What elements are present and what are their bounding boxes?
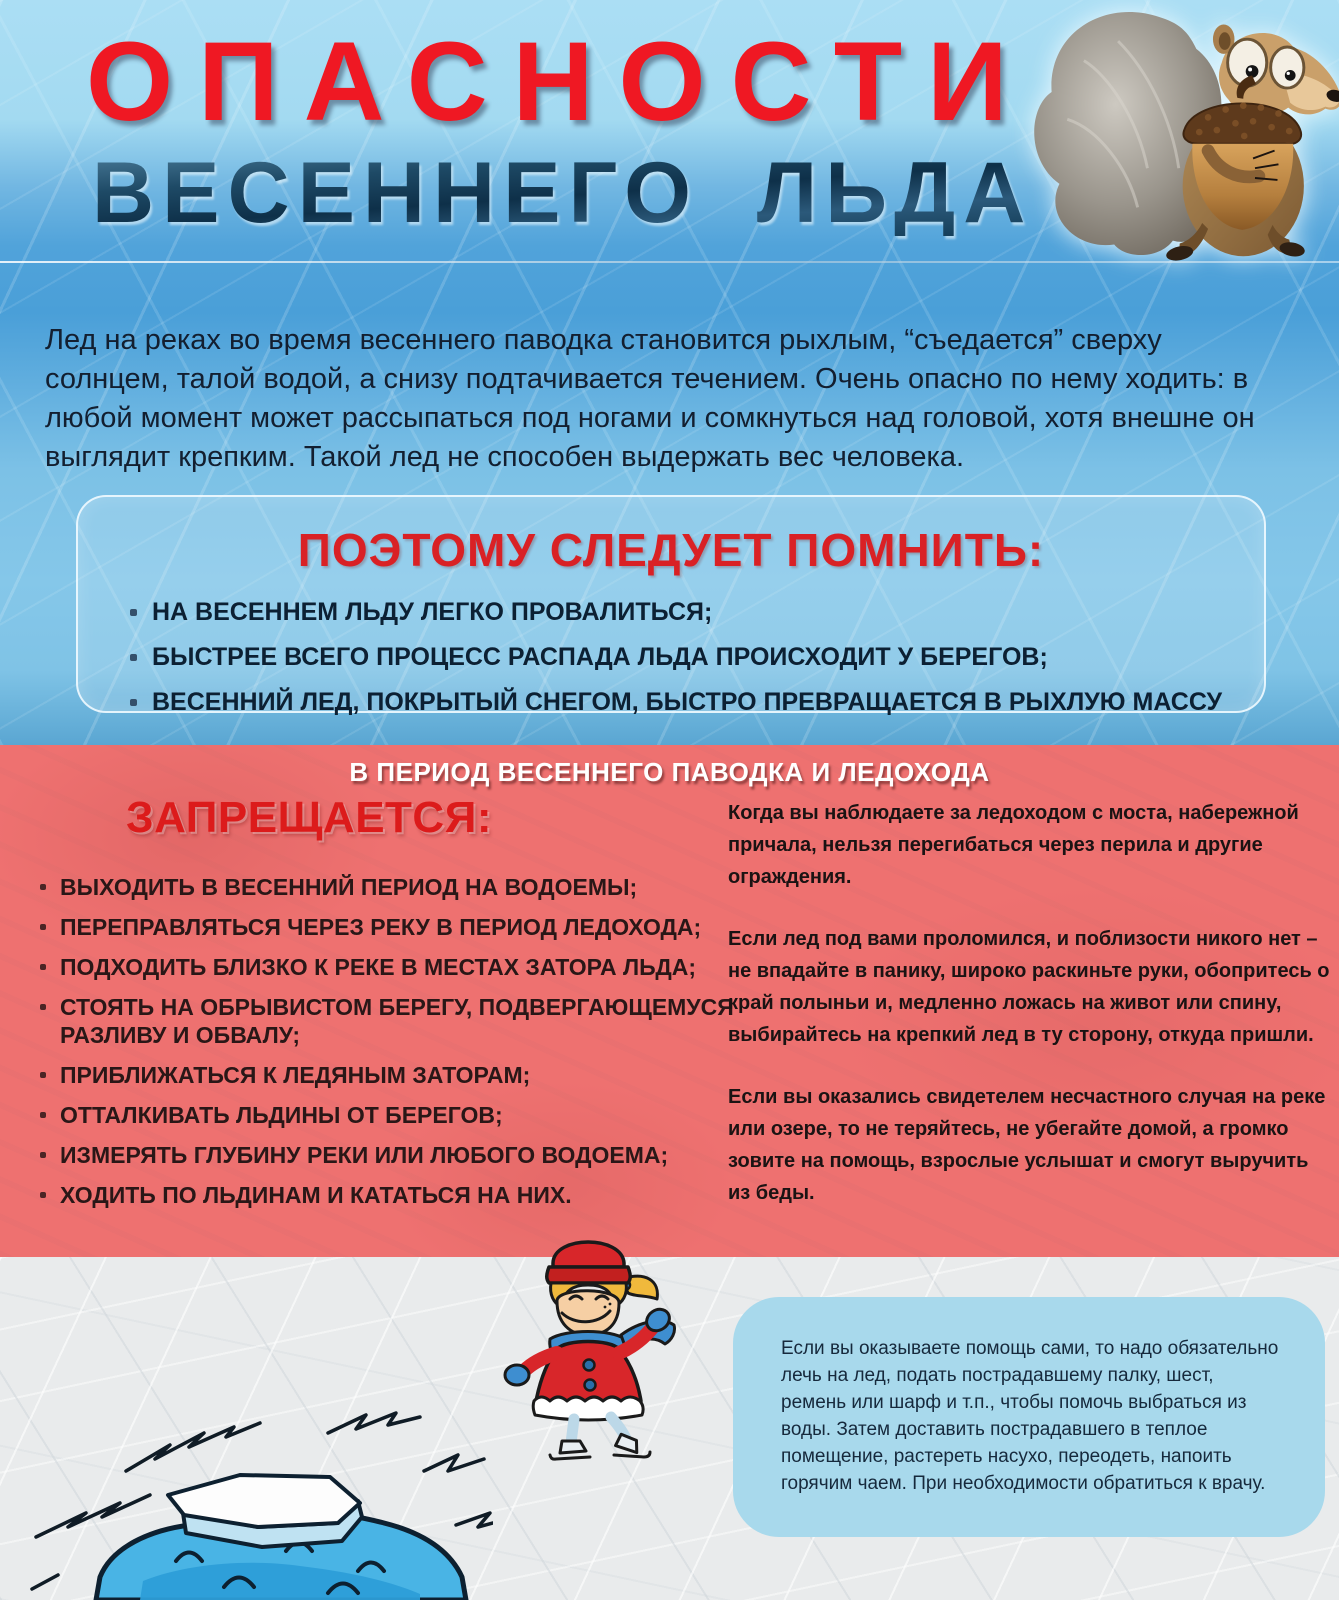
remember-item: НА ВЕСЕННЕМ ЛЬДУ ЛЕГКО ПРОВАЛИТЬСЯ;: [126, 597, 1264, 627]
skater-mitten: [505, 1365, 529, 1385]
forbidden-item: СТОЯТЬ НА ОБРЫВИСТОМ БЕРЕГУ, ПОДВЕРГАЮЩЕМУСЯ РАЗЛИВУ И ОБВАЛУ;: [34, 993, 734, 1049]
header-section: [0, 0, 1339, 745]
forbidden-item: ПОДХОДИТЬ БЛИЗКО К РЕКЕ В МЕСТАХ ЗАТОРА ЛЬДА;: [34, 953, 734, 981]
poster-title-line1: ОПАСНОСТИ: [86, 19, 1033, 144]
girl-skater-illustration: [494, 1223, 686, 1477]
advice-paragraph: Если лед под вами проломился, и поблизости никого нет – не впадайте в панику, широко раскиньте руки, обопритесь о край полыньи и, медленно ложась на живот или спину, выбирайтесь на крепкий лед в ту сторону, откуда пришли.: [728, 928, 1330, 1046]
forbidden-item: ПЕРЕПРАВЛЯТЬСЯ ЧЕРЕЗ РЕКУ В ПЕРИОД ЛЕДОХОДА;: [34, 913, 734, 941]
ice-hole-illustration: [28, 1375, 493, 1600]
footer-section: [0, 1257, 1339, 1600]
ice-floe: [168, 1475, 362, 1547]
forbidden-item: ХОДИТЬ ПО ЛЬДИНАМ И КАТАТЬСЯ НА НИХ.: [34, 1181, 734, 1209]
help-box-text: Если вы оказываете помощь сами, то надо обязательно лечь на лед, подать пострадавшему палку, шест, ремень или шарф и т.п., чтобы помочь выбраться из воды. Затем доставить пострадавшего в теплое помещение, растереть насухо, переодеть, напоить горячим чаем. При необходимости обратиться к врачу.: [781, 1338, 1279, 1494]
forbidden-list: [34, 873, 734, 1221]
advice-paragraph: Когда вы наблюдаете за ледоходом с моста, набережной причала, нельзя перегибаться через перила и другие ограждения.: [728, 802, 1299, 888]
intro-paragraph: Лед на реках во время весеннего паводка становится рыхлым, “съедается” сверху солнцем, талой водой, а снизу подтачивается течением. Очень опасно по нему ходить: в любой момент может рассыпаться под ногами и сомкнуться над головой, хотя внешне он выглядит крепким. Такой лед не способен выдержать вес человека.: [45, 324, 1255, 473]
advice-column: [728, 797, 1332, 1239]
poster-title-line2: ВЕСЕННЕГО ЛЬДА: [92, 145, 1034, 241]
skater-hat: [553, 1242, 624, 1267]
advice-paragraph: Если вы оказались свидетелем несчастного случая на реке или озере, то не теряйтесь, не убегайте домой, а громко зовите на помощь, взрослые услышат и смогут выручить из беды.: [728, 1086, 1326, 1204]
remember-list: [78, 597, 1264, 717]
remember-heading: ПОЭТОМУ СЛЕДУЕТ ПОМНИТЬ:: [297, 524, 1045, 576]
skater-skates: [550, 1434, 650, 1459]
forbidden-item: ОТТАЛКИВАТЬ ЛЬДИНЫ ОТ БЕРЕГОВ;: [34, 1101, 734, 1129]
forbidden-item: ПРИБЛИЖАТЬСЯ К ЛЕДЯНЫМ ЗАТОРАМ;: [34, 1061, 734, 1089]
squirrel-acorn-illustration: [991, 0, 1339, 268]
forbidden-section: [0, 745, 1339, 1257]
forbidden-heading: ЗАПРЕЩАЕТСЯ:: [126, 793, 492, 842]
forbidden-item: ВЫХОДИТЬ В ВЕСЕННИЙ ПЕРИОД НА ВОДОЕМЫ;: [34, 873, 734, 901]
help-box: [733, 1297, 1325, 1537]
forbidden-item: ИЗМЕРЯТЬ ГЛУБИНУ РЕКИ ИЛИ ЛЮБОГО ВОДОЕМА;: [34, 1141, 734, 1169]
remember-item: БЫСТРЕЕ ВСЕГО ПРОЦЕСС РАСПАДА ЛЬДА ПРОИСХОДИТ У БЕРЕГОВ;: [126, 642, 1264, 672]
flood-period-band-heading: В ПЕРИОД ВЕСЕННЕГО ПАВОДКА И ЛЕДОХОДА: [349, 757, 990, 787]
skater-fur-hem: [533, 1397, 643, 1420]
poster-title: [86, 19, 1034, 241]
remember-box: [76, 495, 1266, 716]
remember-item: ВЕСЕННИЙ ЛЕД, ПОКРЫТЫЙ СНЕГОМ, БЫСТРО ПРЕВРАЩАЕТСЯ В РЫХЛУЮ МАССУ: [126, 687, 1264, 717]
